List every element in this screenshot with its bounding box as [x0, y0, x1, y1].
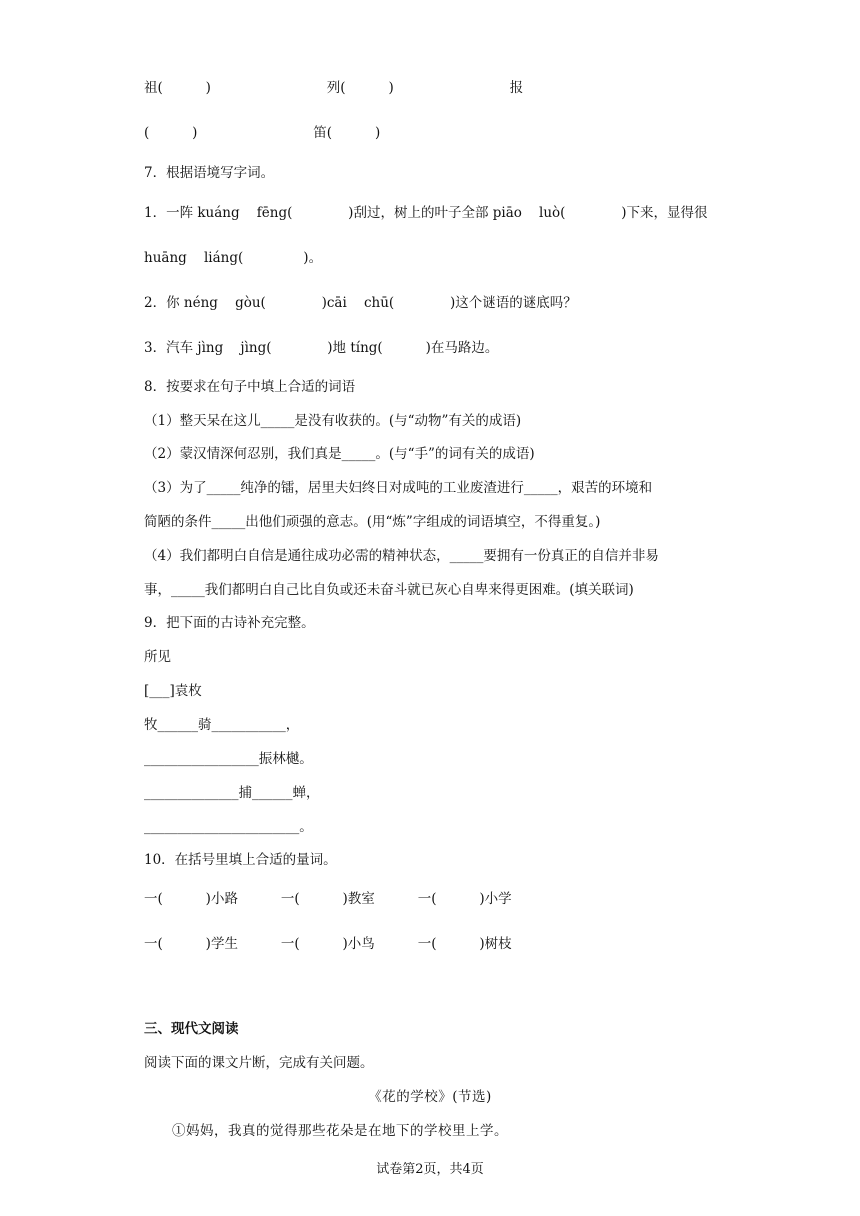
q8-item-3: （3）为了_____纯净的镭，居里夫妇终日对成吨的工业废渣进行_____，艰苦的环境和 [144, 480, 653, 496]
char-row-2: ( ) 笛( ) [144, 125, 381, 141]
poem-line-3: ______________捕______蝉， [144, 785, 320, 801]
q8-item-3-cont: 简陋的条件_____出他们顽强的意志。(用“炼”字组成的词语填空，不得重复。) [144, 514, 601, 530]
question-10-title: 10．在括号里填上合适的量词。 [144, 852, 337, 868]
q8-item-4: （4）我们都明白自信是通往成功必需的精神状态，_____要拥有一份真正的自信并非易 [144, 548, 659, 564]
reading-instruction: 阅读下面的课文片断，完成有关问题。 [144, 1055, 374, 1071]
question-7-title: 7．根据语境写字词。 [144, 165, 275, 181]
passage-title: 《花的学校》(节选) [368, 1089, 492, 1105]
question-8-title: 8．按要求在句子中填上合适的词语 [144, 379, 356, 395]
q7-item-1: 1．一阵 kuáng fēng( )刮过，树上的叶子全部 piāo luò( )下来，显得很 [144, 205, 708, 221]
q7-item-1-cont: huāng liáng( )。 [144, 250, 323, 266]
poem-title: 所见 [144, 649, 171, 665]
q7-item-3: 3．汽车 jìng jìng( )地 tíng( )在马路边。 [144, 340, 499, 356]
q10-row-2: 一( )学生 一( )小鸟 一( )树枝 [144, 936, 512, 952]
q8-item-1: （1）整天呆在这儿_____是没有收获的。(与“动物”有关的成语) [144, 413, 522, 429]
passage-paragraph: ①妈妈，我真的觉得那些花朵是在地下的学校里上学。 [172, 1123, 508, 1139]
page-footer: 试卷第2页，共4页 [376, 1162, 484, 1177]
q7-item-2: 2．你 néng gòu( )cāi chū( )这个谜语的谜底吗？ [144, 295, 577, 311]
q10-row-1: 一( )小路 一( )教室 一( )小学 [144, 891, 512, 907]
poem-line-1: 牧______骑___________， [144, 717, 300, 733]
poem-author: [___]袁枚 [144, 683, 202, 699]
poem-line-2: _________________振林樾。 [144, 751, 313, 767]
section-heading: 三、现代文阅读 [144, 1021, 239, 1037]
q8-item-2: （2）蒙汉情深何忍别，我们真是_____。(与“手”的词有关的成语) [144, 446, 535, 462]
q8-item-4-cont: 事，_____我们都明白自己比自负或还未奋斗就已灰心自卑来得更困难。(填关联词) [144, 582, 634, 598]
question-9-title: 9．把下面的古诗补充完整。 [144, 615, 315, 631]
poem-line-4: _______________________。 [144, 819, 313, 835]
char-row-1: 祖( ) 列( ) 报 [144, 80, 524, 96]
